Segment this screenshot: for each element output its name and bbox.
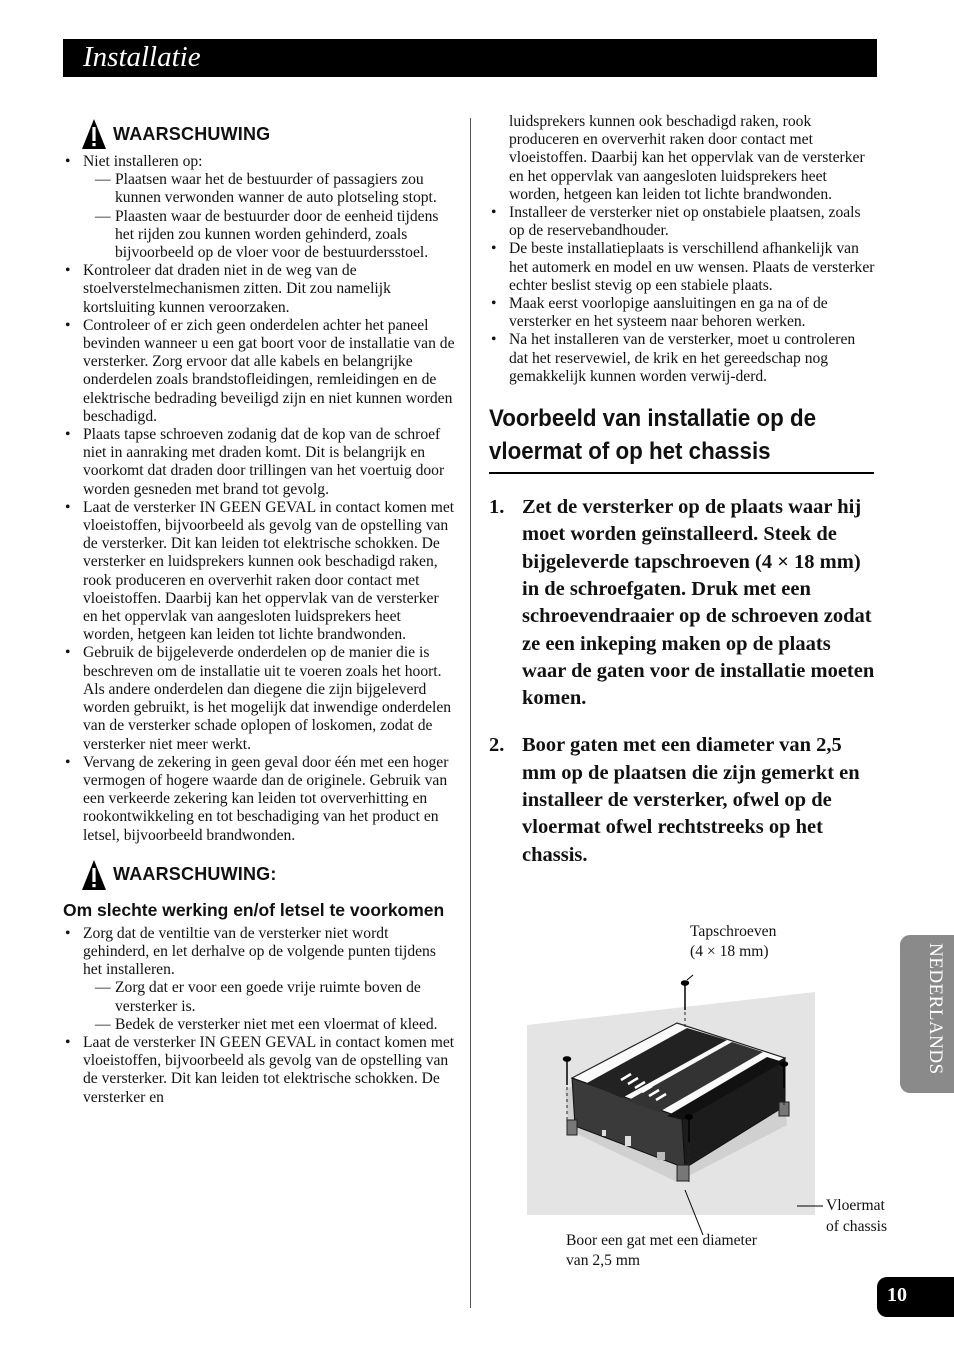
- sub-item: — Plaatsen waar het de bestuurder of passagiers zou kunnen verwonden wanner de auto plotseling stopt.: [83, 171, 455, 207]
- list-item-text: Niet installeren op:: [83, 153, 203, 170]
- list-item-text: Kontroleer dat draden niet in de weg van de stoelverstelmechanismen zitten. Dit zou namelijk kortsluiting kunnen veroorzaken.: [83, 262, 391, 316]
- list-item: [63, 262, 455, 317]
- list-item: [489, 331, 877, 386]
- warning-label: WAARSCHUWING: [113, 123, 271, 144]
- floor-caption-line1: Vloermat: [826, 1197, 885, 1214]
- step-text: Boor gaten met een diameter van 2,5 mm op de plaatsen die zijn gemerkt en installeer de versterker, ofwel op de vloermat ofwel rechtstreeks op het chassis.: [522, 734, 860, 866]
- sub-item: — Plaasten waar de bestuurder door de eenheid tijdens het rijden zou kunnen worden gehinderd, zoals bijvoorbeeld op de vloer voor de bestuurdersstoel.: [83, 208, 455, 263]
- left-column: [63, 118, 455, 1107]
- warning-list: [63, 153, 455, 845]
- list-item: [63, 754, 455, 845]
- bullet-list: [489, 204, 877, 386]
- list-item: [489, 295, 877, 331]
- step-item: [489, 494, 877, 712]
- step-number: 2.: [489, 734, 505, 757]
- list-item: [63, 499, 455, 645]
- right-column: [489, 113, 877, 869]
- floor-caption-line2: of chassis: [826, 1218, 888, 1235]
- continued-paragraph: luidsprekers kunnen ook beschadigd raken, rook produceren en oververhit raken door contact met vloeistoffen. Daarbij kan het oppervlak van de versterker en het oppervlak van aangesloten luidsprekers heet worden, hetgeen kan leiden tot lichte brandwonden.: [509, 113, 865, 203]
- list-item: [63, 317, 455, 426]
- list-item-text: Controleer of er zich geen onderdelen achter het paneel bevinden wanneer u een gat boort voor de installatie van de versterker. Zorg ervoor dat alle kabels en belangrijke onderdelen zoals brandstofleidingen, remleidingen en de elektrische bedrading beveiligd zijn en niet kunnen worden beschadigd.: [83, 316, 455, 425]
- list-item: [489, 204, 877, 240]
- list-item-text: De beste installatieplaats is verschillend afhankelijk van het automerk en model en uw wensen. Plaats de versterker echter beslist stevig op een stabiele plaats.: [509, 240, 875, 294]
- warning-subheading: Om slechte werking en/of letsel te voorkomen: [63, 899, 445, 920]
- language-tab-label: NEDERLANDS: [925, 943, 946, 1075]
- column-divider: [470, 118, 471, 1308]
- list-item-text: Na het installeren van de versterker, moet u controleren dat het reservewiel, de krik en het gereedschap nog gemakkelijk kunnen worden verwij-derd.: [509, 331, 856, 385]
- warning-list: [63, 925, 455, 1107]
- list-item-text: Laat de versterker IN GEEN GEVAL in contact komen met vloeistoffen, bijvoorbeeld als gevolg van de opstelling van de versterker. Dit kan leiden tot elektrische schokken. De versterker en luidsprekers kunnen ook beschadigd raken, rook produceren en oververhit raken door contact met vloeistoffen. Daarbij kan het oppervlak van de versterker en het oppervlak van aangesloten luidsprekers heet worden, hetgeen kan leiden tot lichte brandwonden.: [83, 498, 455, 644]
- page-number-box: [877, 1277, 954, 1317]
- drill-caption-line2: van 2,5 mm: [566, 1252, 641, 1269]
- screws-caption-line1: Tapschroeven: [690, 923, 777, 940]
- warning-icon: [81, 118, 107, 150]
- steps-list: [489, 494, 877, 869]
- sub-item: — Zorg dat er voor een goede vrije ruimte boven de versterker is.: [83, 979, 455, 1015]
- page-title: Installatie: [83, 41, 201, 73]
- header-bar: [63, 39, 877, 77]
- list-item-text: Gebruik de bijgeleverde onderdelen op de manier die is beschreven om de installatie uit te voeren zoals het hoort. Als andere onderdelen dan diegene die zijn bijgeleverd worden gebruikt, is het mogelijk dat inwendige onderdelen van de versterker schade oplopen of loskomen, zodat de versterker niet meer werkt.: [83, 644, 452, 753]
- list-item-text: Vervang de zekering in geen geval door één met een hoger vermogen of hogere waarde dan de originele. Gebruik van een verkeerde zekering kan leiden tot oververhitting en rookontwikkeling en tot beschadiging van het product en letsel, bijvoorbeeld brandwonden.: [83, 753, 449, 844]
- list-item: [63, 644, 455, 753]
- warning-label: WAARSCHUWING:: [113, 864, 277, 885]
- drill-caption-line1: Boor een gat met een diameter: [566, 1232, 757, 1249]
- section-title: Voorbeeld van installatie op de vloermat of op het chassis: [489, 402, 874, 474]
- list-item: [63, 426, 455, 499]
- step-number: 1.: [489, 496, 505, 519]
- step-item: [489, 732, 877, 868]
- list-item: [63, 153, 455, 262]
- list-item-text: Laat de versterker IN GEEN GEVAL in contact komen met vloeistoffen, bijvoorbeeld als gevolg van de opstelling van de versterker. Dit kan leiden tot elektrische schokken. De versterker en: [83, 1033, 455, 1106]
- page-number: 10: [887, 1284, 907, 1306]
- step-text: Zet de versterker op de plaats waar hij moet worden geïnstalleerd. Steek de bijgeleverde tapschroeven (4 × 18 mm) in de schroefgaten. Druk met een schroevendraaier op de schroeven zodat ze een inkeping maken op de plaats waar de gaten voor de installatie moeten komen.: [522, 496, 875, 710]
- list-item-text: Maak eerst voorlopige aansluitingen en ga na of de versterker en het systeem naar behoren werken.: [509, 295, 828, 331]
- list-item: [63, 1034, 455, 1107]
- warning-heading: [81, 118, 455, 150]
- list-item-text: Zorg dat de ventiltie van de versterker niet wordt gehinderd, en let derhalve op de volgende punten tijdens het installeren.: [83, 924, 436, 979]
- list-item: [489, 240, 877, 295]
- sub-item: — Bedek de versterker niet met een vloermat of kleed.: [83, 1016, 455, 1034]
- list-item-text: Plaats tapse schroeven zodanig dat de kop van de schroef niet in aanraking met draden komt. Dit is belangrijk en voorkomt dat draden door trillingen van het voertuig door worden gesneden met brand tot gevolg.: [83, 426, 445, 498]
- list-item-text: Installeer de versterker niet op onstabiele plaatsen, zoals op de reservebandhouder.: [509, 204, 861, 240]
- warning-icon: [81, 859, 107, 891]
- list-item: [63, 925, 455, 1034]
- screws-caption-line2: (4 × 18 mm): [690, 943, 769, 960]
- warning-heading: [81, 859, 455, 891]
